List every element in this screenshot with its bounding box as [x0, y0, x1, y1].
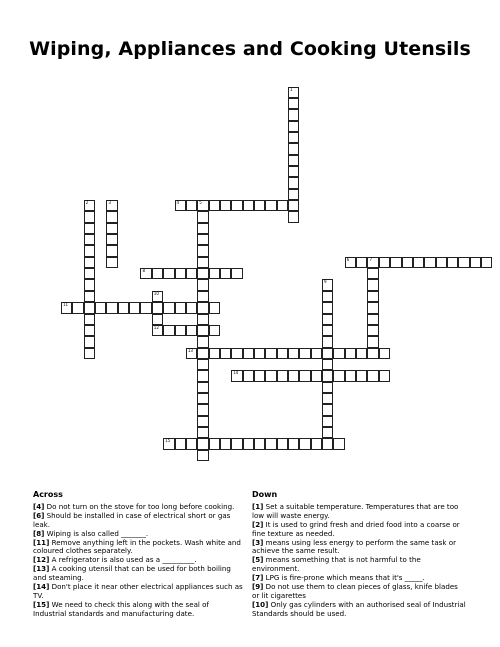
- crossword-cell[interactable]: [152, 325, 163, 336]
- crossword-cell[interactable]: [175, 268, 186, 279]
- down-heading: Down: [252, 490, 278, 499]
- crossword-cell[interactable]: [265, 200, 276, 211]
- across-clue-number: [13]: [33, 564, 50, 574]
- cell-number: 2: [85, 200, 89, 205]
- crossword-cell[interactable]: [140, 268, 151, 279]
- crossword-cell[interactable]: [220, 200, 231, 211]
- crossword-cell[interactable]: [175, 325, 186, 336]
- crossword-cell[interactable]: [299, 370, 310, 381]
- crossword-cell[interactable]: [197, 382, 208, 393]
- crossword-cell[interactable]: [106, 211, 117, 222]
- crossword-cell[interactable]: [209, 268, 220, 279]
- crossword-cell[interactable]: [299, 348, 310, 359]
- crossword-cell[interactable]: [288, 348, 299, 359]
- crossword-cell[interactable]: [367, 336, 378, 347]
- crossword-cell[interactable]: [379, 348, 390, 359]
- crossword-cell[interactable]: [118, 302, 129, 313]
- cell-number: 4: [176, 200, 180, 205]
- crossword-cell[interactable]: [209, 438, 220, 449]
- crossword-cell[interactable]: [288, 132, 299, 143]
- crossword-cell[interactable]: [95, 302, 106, 313]
- down-clue-number: [10]: [252, 599, 269, 609]
- across-clue-number: [12]: [33, 555, 50, 565]
- crossword-cell[interactable]: [186, 268, 197, 279]
- crossword-cell[interactable]: [163, 302, 174, 313]
- crossword-cell[interactable]: [220, 348, 231, 359]
- crossword-cell[interactable]: [197, 450, 208, 461]
- crossword-cell[interactable]: [322, 314, 333, 325]
- crossword-cell[interactable]: [72, 302, 83, 313]
- down-clue-text: It is used to grind fresh and dried food into a coarse or fine texture as needed.: [252, 519, 460, 538]
- crossword-cell[interactable]: [106, 257, 117, 268]
- crossword-cell[interactable]: [175, 438, 186, 449]
- across-clue-number: [4]: [33, 501, 45, 511]
- crossword-cell[interactable]: [436, 257, 447, 268]
- crossword-cell[interactable]: [84, 257, 95, 268]
- crossword-cell[interactable]: [186, 325, 197, 336]
- crossword-cell[interactable]: [333, 438, 344, 449]
- across-clue-text: We need to check this along with the seal of Industrial standards and manufacturing date.: [33, 599, 209, 618]
- crossword-cell[interactable]: [84, 348, 95, 359]
- crossword-cell[interactable]: [322, 279, 333, 290]
- crossword-cell[interactable]: [84, 200, 95, 211]
- across-clue: [33, 539, 243, 557]
- cell-number: 10: [153, 290, 159, 296]
- crossword-cell[interactable]: [231, 268, 242, 279]
- crossword-cell[interactable]: [243, 438, 254, 449]
- crossword-cell[interactable]: [367, 257, 378, 268]
- down-clue-number: [7]: [252, 573, 264, 583]
- crossword-cell[interactable]: [197, 279, 208, 290]
- crossword-cell[interactable]: [106, 302, 117, 313]
- crossword-cell[interactable]: [84, 314, 95, 325]
- crossword-cell[interactable]: [322, 382, 333, 393]
- crossword-cell[interactable]: [197, 348, 208, 359]
- crossword-cell[interactable]: [254, 200, 265, 211]
- down-clue: [252, 521, 467, 539]
- crossword-cell[interactable]: [311, 438, 322, 449]
- down-clue: [252, 556, 467, 574]
- crossword-cell[interactable]: [152, 302, 163, 313]
- crossword-cell[interactable]: [322, 393, 333, 404]
- across-clue: [33, 512, 243, 530]
- crossword-cell[interactable]: [243, 348, 254, 359]
- crossword-cell[interactable]: [390, 257, 401, 268]
- down-clue: [252, 539, 467, 557]
- across-clue-text: Should be installed in case of electrical short or gas leak.: [33, 510, 231, 529]
- crossword-cell[interactable]: [106, 223, 117, 234]
- crossword-cell[interactable]: [197, 211, 208, 222]
- crossword-cell[interactable]: [106, 234, 117, 245]
- crossword-cell[interactable]: [322, 427, 333, 438]
- crossword-cell[interactable]: [322, 291, 333, 302]
- crossword-cell[interactable]: [288, 438, 299, 449]
- crossword-cell[interactable]: [209, 302, 220, 313]
- crossword-cell[interactable]: [163, 268, 174, 279]
- crossword-cell[interactable]: [84, 268, 95, 279]
- crossword-cell[interactable]: [197, 234, 208, 245]
- crossword-cell[interactable]: [288, 98, 299, 109]
- crossword-cell[interactable]: [254, 370, 265, 381]
- crossword-cell[interactable]: [197, 200, 208, 211]
- down-clue: [252, 503, 467, 521]
- down-clue-number: [3]: [252, 537, 264, 547]
- across-clue: [33, 565, 243, 583]
- down-clue-number: [9]: [252, 582, 264, 592]
- across-clue-number: [6]: [33, 510, 45, 520]
- crossword-cell[interactable]: [322, 336, 333, 347]
- crossword-cell[interactable]: [288, 166, 299, 177]
- crossword-cell[interactable]: [299, 438, 310, 449]
- cell-number: 8: [142, 268, 145, 274]
- down-clue-text: means using less energy to perform the same task or achieve the same result.: [252, 537, 456, 556]
- crossword-cell[interactable]: [220, 438, 231, 449]
- down-clue-number: [2]: [252, 519, 264, 529]
- crossword-cell[interactable]: [345, 257, 356, 268]
- crossword-cell[interactable]: [288, 121, 299, 132]
- crossword-cell[interactable]: [345, 370, 356, 381]
- crossword-cell[interactable]: [152, 314, 163, 325]
- crossword-cell[interactable]: [447, 257, 458, 268]
- across-clue-number: [11]: [33, 537, 50, 547]
- crossword-cell[interactable]: [277, 200, 288, 211]
- down-clue-text: Only gas cylinders with an authorised seal of Industrial Standards should be used.: [252, 599, 466, 618]
- crossword-cell[interactable]: [140, 302, 151, 313]
- cell-number: 7: [369, 256, 372, 262]
- crossword-cell[interactable]: [277, 438, 288, 449]
- crossword-cell[interactable]: [333, 370, 344, 381]
- crossword-cell[interactable]: [209, 348, 220, 359]
- cell-number: 15: [165, 438, 171, 444]
- crossword-cell[interactable]: [254, 348, 265, 359]
- crossword-cell[interactable]: [197, 302, 208, 313]
- crossword-cell[interactable]: [265, 370, 276, 381]
- crossword-cell[interactable]: [311, 348, 322, 359]
- down-clue-number: [5]: [252, 555, 264, 565]
- crossword-cell[interactable]: [470, 257, 481, 268]
- crossword-cell[interactable]: [152, 291, 163, 302]
- across-clue-text: Remove anything left in the pockets. Wash white and coloured clothes separately.: [33, 537, 241, 556]
- crossword-cell[interactable]: [367, 268, 378, 279]
- crossword-cell[interactable]: [106, 200, 117, 211]
- crossword-cell[interactable]: [197, 427, 208, 438]
- crossword-cell[interactable]: [84, 336, 95, 347]
- crossword-cell[interactable]: [413, 257, 424, 268]
- crossword-cell[interactable]: [231, 438, 242, 449]
- down-clue-number: [1]: [252, 501, 264, 511]
- crossword-cell[interactable]: [186, 348, 197, 359]
- crossword-cell[interactable]: [84, 245, 95, 256]
- crossword-cell[interactable]: [186, 200, 197, 211]
- crossword-cell[interactable]: [265, 438, 276, 449]
- crossword-cell[interactable]: [129, 302, 140, 313]
- crossword-cell[interactable]: [356, 257, 367, 268]
- crossword-cell[interactable]: [288, 155, 299, 166]
- crossword-cell[interactable]: [288, 177, 299, 188]
- crossword-cell[interactable]: [322, 302, 333, 313]
- crossword-cell[interactable]: [106, 245, 117, 256]
- crossword-cell[interactable]: [322, 325, 333, 336]
- crossword-cell[interactable]: [175, 302, 186, 313]
- crossword-cell[interactable]: [367, 325, 378, 336]
- crossword-cell[interactable]: [288, 109, 299, 120]
- cell-number: 12: [153, 324, 159, 330]
- crossword-cell[interactable]: [367, 291, 378, 302]
- crossword-cell[interactable]: [84, 234, 95, 245]
- crossword-cell[interactable]: [367, 348, 378, 359]
- across-clue-text: A refrigerator is also used as a _________.: [49, 555, 197, 565]
- crossword-cell[interactable]: [197, 223, 208, 234]
- crossword-cell[interactable]: [402, 257, 413, 268]
- cell-number: 9: [324, 279, 327, 285]
- crossword-cell[interactable]: [186, 302, 197, 313]
- crossword-cell[interactable]: [197, 370, 208, 381]
- crossword-cell[interactable]: [379, 257, 390, 268]
- crossword-cell[interactable]: [209, 200, 220, 211]
- crossword-cell[interactable]: [175, 200, 186, 211]
- cell-number: 5: [199, 200, 202, 205]
- crossword-cell[interactable]: [197, 291, 208, 302]
- crossword-cell[interactable]: [197, 416, 208, 427]
- down-clue-text: LPG is fire-prone which means that it's _____.: [263, 573, 425, 583]
- crossword-cell[interactable]: [345, 348, 356, 359]
- crossword-cell[interactable]: [367, 302, 378, 313]
- across-clue-text: Do not turn on the stove for too long before cooking.: [44, 501, 235, 511]
- crossword-cell[interactable]: [288, 200, 299, 211]
- crossword-cell[interactable]: [322, 370, 333, 381]
- crossword-cell[interactable]: [197, 257, 208, 268]
- crossword-cell[interactable]: [197, 359, 208, 370]
- crossword-cell[interactable]: [288, 370, 299, 381]
- across-clue-text: Don't place it near other electrical appliances such as TV.: [33, 582, 243, 600]
- crossword-cell[interactable]: [367, 370, 378, 381]
- cell-number: 6: [346, 256, 350, 262]
- crossword-cell[interactable]: [243, 370, 254, 381]
- crossword-cell[interactable]: [367, 279, 378, 290]
- crossword-cell[interactable]: [197, 268, 208, 279]
- crossword-cell[interactable]: [322, 438, 333, 449]
- crossword-cell[interactable]: [277, 370, 288, 381]
- crossword-cell[interactable]: [265, 348, 276, 359]
- crossword-cell[interactable]: [231, 200, 242, 211]
- crossword-cell[interactable]: [322, 348, 333, 359]
- crossword-cell[interactable]: [220, 268, 231, 279]
- crossword-cell[interactable]: [84, 325, 95, 336]
- crossword-cell[interactable]: [367, 314, 378, 325]
- crossword-cell[interactable]: [197, 404, 208, 415]
- crossword-cell[interactable]: [333, 348, 344, 359]
- cell-number: 11: [63, 302, 69, 308]
- crossword-cell[interactable]: [356, 370, 367, 381]
- crossword-cell[interactable]: [84, 302, 95, 313]
- crossword-cell[interactable]: [186, 438, 197, 449]
- across-heading: Across: [33, 490, 63, 499]
- crossword-cell[interactable]: [288, 87, 299, 98]
- page-title: Wiping, Appliances and Cooking Utensils: [29, 38, 471, 60]
- crossword-cell[interactable]: [84, 279, 95, 290]
- across-clue-number: [8]: [33, 528, 45, 538]
- crossword-cell[interactable]: [481, 257, 492, 268]
- crossword-cell[interactable]: [424, 257, 435, 268]
- down-clue: [252, 601, 467, 619]
- cell-number: 13: [187, 347, 193, 353]
- crossword-cell[interactable]: [356, 348, 367, 359]
- crossword-cell[interactable]: [254, 438, 265, 449]
- across-clue-text: Wiping is also called _______.: [44, 528, 149, 538]
- crossword-cell[interactable]: [197, 438, 208, 449]
- crossword-cell[interactable]: [163, 438, 174, 449]
- crossword-cell[interactable]: [209, 325, 220, 336]
- down-clue-text: means something that is not harmful to the environment.: [252, 555, 421, 574]
- crossword-cell[interactable]: [163, 325, 174, 336]
- crossword-cell[interactable]: [379, 370, 390, 381]
- across-clue-number: [15]: [33, 599, 50, 609]
- crossword-cell[interactable]: [197, 393, 208, 404]
- crossword-cell[interactable]: [197, 314, 208, 325]
- down-clue-text: Set a suitable temperature. Temperatures that are too low will waste energy.: [252, 501, 459, 520]
- crossword-cell[interactable]: [84, 223, 95, 234]
- down-clues: [252, 491, 467, 619]
- across-clue-text: A cooking utensil that can be used for both boiling and steaming.: [33, 564, 231, 583]
- cell-number: 1: [290, 86, 293, 92]
- crossword-cell[interactable]: [322, 416, 333, 427]
- cell-number: 14: [233, 370, 239, 376]
- down-clue-text: Do not use them to clean pieces of glass, knife blades or lit cigarettes: [252, 582, 458, 600]
- crossword-cell[interactable]: [231, 370, 242, 381]
- cell-number: 3: [108, 200, 111, 205]
- crossword-cell[interactable]: [322, 404, 333, 415]
- across-clue-number: [14]: [33, 582, 50, 592]
- crossword-cell[interactable]: [152, 268, 163, 279]
- crossword-cell[interactable]: [277, 348, 288, 359]
- crossword-cell[interactable]: [84, 291, 95, 302]
- crossword-cell[interactable]: [288, 143, 299, 154]
- across-clues: [33, 491, 243, 619]
- crossword-cell[interactable]: [322, 359, 333, 370]
- crossword-cell[interactable]: [197, 325, 208, 336]
- crossword-cell[interactable]: [288, 189, 299, 200]
- crossword-cell[interactable]: [84, 211, 95, 222]
- down-clue: [252, 583, 467, 601]
- crossword-cell[interactable]: [197, 336, 208, 347]
- crossword-cell[interactable]: [311, 370, 322, 381]
- crossword-cell[interactable]: [231, 348, 242, 359]
- across-clue: [33, 583, 243, 601]
- crossword-cell[interactable]: [243, 200, 254, 211]
- crossword-cell[interactable]: [458, 257, 469, 268]
- crossword-cell[interactable]: [288, 211, 299, 222]
- across-clue: [33, 601, 243, 619]
- crossword-cell[interactable]: [197, 245, 208, 256]
- crossword-cell[interactable]: [61, 302, 72, 313]
